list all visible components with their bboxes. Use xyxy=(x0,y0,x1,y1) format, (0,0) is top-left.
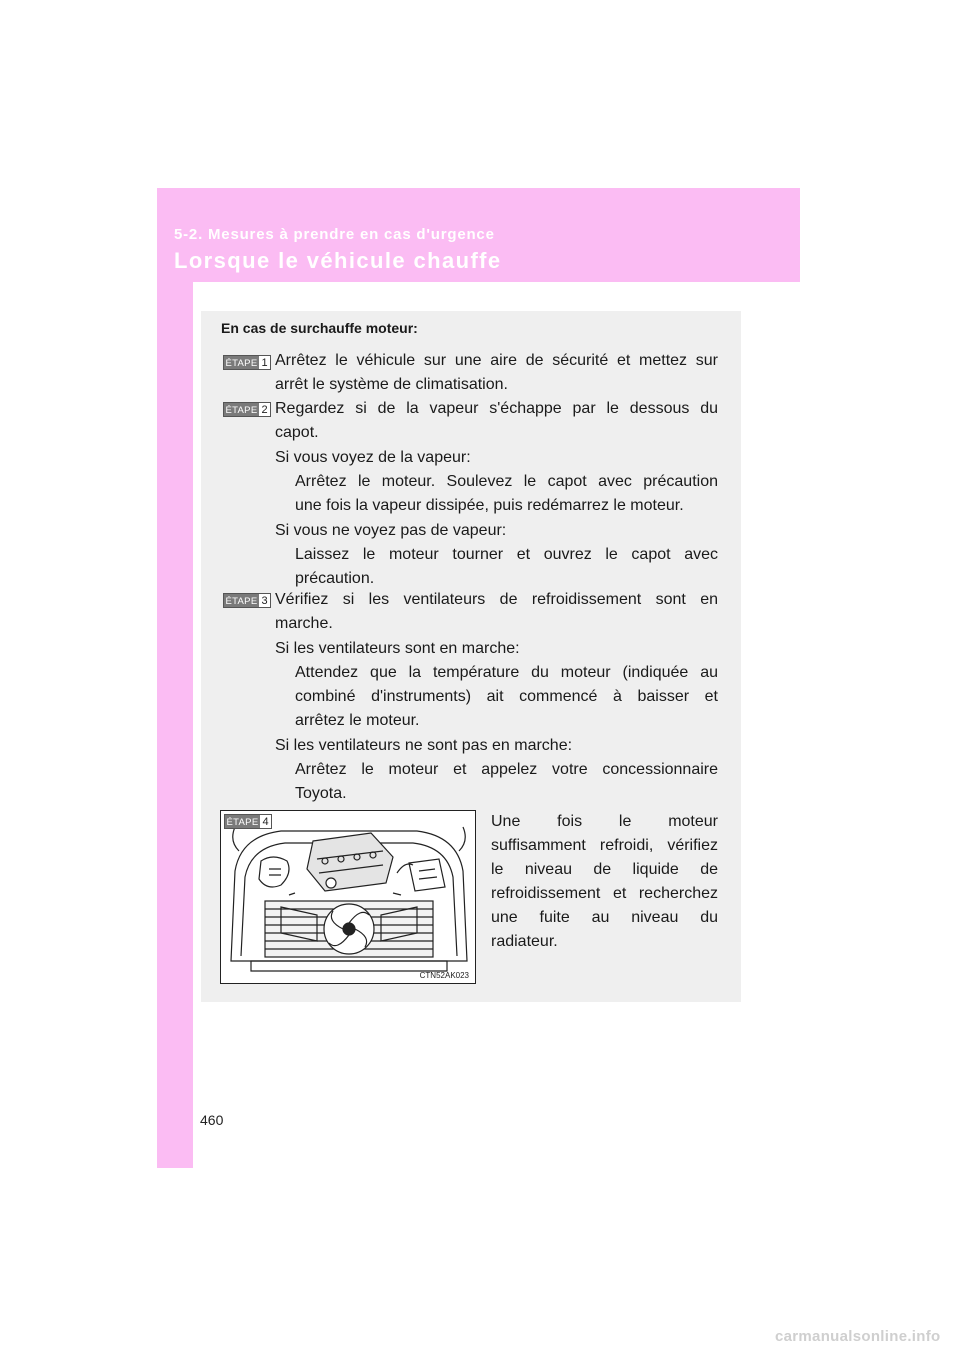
step-3-case-2-action-1: Arrêtez le moteur et appelez votre concessionnaire xyxy=(295,761,718,778)
step-3-case-2-action-2: Toyota. xyxy=(295,785,347,802)
step-3-case-1-action-1: Attendez que la température du moteur (indiquée au xyxy=(295,664,718,681)
step-2-case-2-action-2: précaution. xyxy=(295,570,375,587)
step-3-case-1-action-2: combiné d'instruments) ait commencé à baisser et xyxy=(295,688,718,705)
section-header xyxy=(157,188,800,282)
step-4-line-2: suffisamment refroidi, vérifiez xyxy=(491,837,718,854)
step-badge-label: ÉTAPE xyxy=(225,405,258,416)
step-4-line-5: une fuite au niveau du xyxy=(491,909,718,926)
side-tab-bar xyxy=(157,188,193,1168)
engine-bay-illustration xyxy=(220,810,476,984)
step-badge-label: ÉTAPE xyxy=(225,596,258,607)
intro-heading: En cas de surchauffe moteur: xyxy=(221,320,418,336)
step-4-line-6: radiateur. xyxy=(491,933,558,950)
step-2-case-1-action-1: Arrêtez le moteur. Soulevez le capot avec précaution xyxy=(295,473,718,490)
step-badge-number: 4 xyxy=(262,816,269,828)
step-3-case-2-condition: Si les ventilateurs ne sont pas en marche: xyxy=(275,737,573,754)
step-4-line-3: le niveau de liquide de xyxy=(491,861,718,878)
step-2-badge xyxy=(223,402,271,417)
step-3-badge xyxy=(223,593,271,608)
watermark: carmanualsonline.info xyxy=(775,1328,941,1345)
section-label: 5-2. Mesures à prendre en cas d'urgence xyxy=(174,226,495,243)
instructions-panel xyxy=(201,311,741,1002)
step-4-line-1: Une fois le moteur xyxy=(491,813,718,830)
illustration-code: CTN52AK023 xyxy=(419,971,469,980)
step-3-case-1-condition: Si les ventilateurs sont en marche: xyxy=(275,640,520,657)
step-1-badge xyxy=(223,355,271,370)
step-badge-number: 3 xyxy=(261,595,268,607)
step-2-case-1-condition: Si vous voyez de la vapeur: xyxy=(275,449,471,466)
step-3-line-2: marche. xyxy=(275,615,333,632)
step-2-case-2-action-1: Laissez le moteur tourner et ouvrez le capot avec xyxy=(295,546,718,563)
step-4-line-4: refroidissement et recherchez xyxy=(491,885,718,902)
step-badge-label: ÉTAPE xyxy=(226,817,259,828)
step-2-case-2-condition: Si vous ne voyez pas de vapeur: xyxy=(275,522,507,539)
step-3-case-1-action-3: arrêtez le moteur. xyxy=(295,712,420,729)
step-4-badge xyxy=(224,814,272,829)
step-2-line-2: capot. xyxy=(275,424,319,441)
page-title: Lorsque le véhicule chauffe xyxy=(174,248,502,273)
engine-bay-drawing xyxy=(221,811,476,984)
step-badge-number: 1 xyxy=(261,357,268,369)
step-1-line-1: Arrêtez le véhicule sur une aire de sécurité et mettez sur xyxy=(275,352,718,369)
page-number: 460 xyxy=(200,1112,224,1128)
step-2-line-1: Regardez si de la vapeur s'échappe par le dessous du xyxy=(275,400,718,417)
step-1-line-2: arrêt le système de climatisation. xyxy=(275,376,508,393)
step-badge-label: ÉTAPE xyxy=(225,358,258,369)
step-badge-number: 2 xyxy=(261,404,268,416)
step-3-line-1: Vérifiez si les ventilateurs de refroidissement sont en xyxy=(275,591,718,608)
step-2-case-1-action-2: une fois la vapeur dissipée, puis redémarrez le moteur. xyxy=(295,497,684,514)
